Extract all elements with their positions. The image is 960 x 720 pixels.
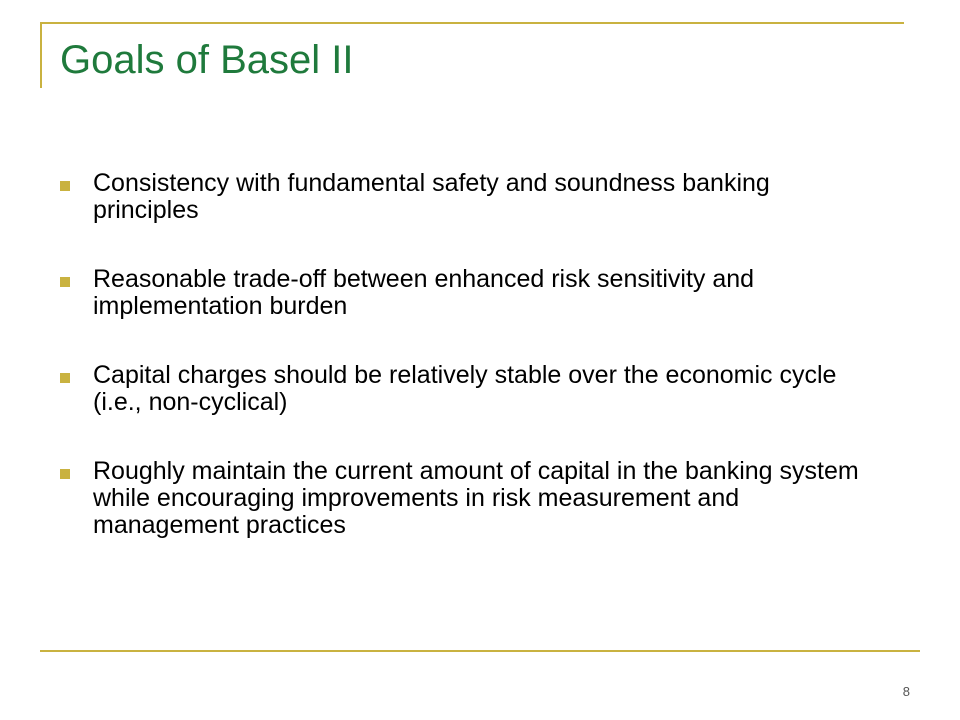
top-frame-line [40, 22, 904, 24]
bullet-text: Consistency with fundamental safety and soundness banking principles [93, 169, 770, 224]
square-bullet-icon [60, 181, 70, 191]
bullet-text: Roughly maintain the current amount of capital in the banking system while encouraging improvements in risk measurement and management practices [93, 457, 859, 539]
bottom-frame-line [40, 650, 920, 652]
bullet-item [60, 458, 870, 539]
square-bullet-icon [60, 469, 70, 479]
bullet-text: Reasonable trade-off between enhanced risk sensitivity and implementation burden [93, 265, 755, 320]
square-bullet-icon [60, 277, 70, 287]
bullet-text: Capital charges should be relatively stable over the economic cycle (i.e., non-cyclical) [93, 361, 837, 416]
bullet-list [60, 170, 870, 581]
bullet-item [60, 266, 870, 320]
left-frame-line [40, 22, 42, 88]
bullet-item [60, 362, 870, 416]
slide-title: Goals of Basel II [60, 38, 354, 82]
bullet-item [60, 170, 870, 224]
square-bullet-icon [60, 373, 70, 383]
page-number: 8 [902, 684, 910, 699]
